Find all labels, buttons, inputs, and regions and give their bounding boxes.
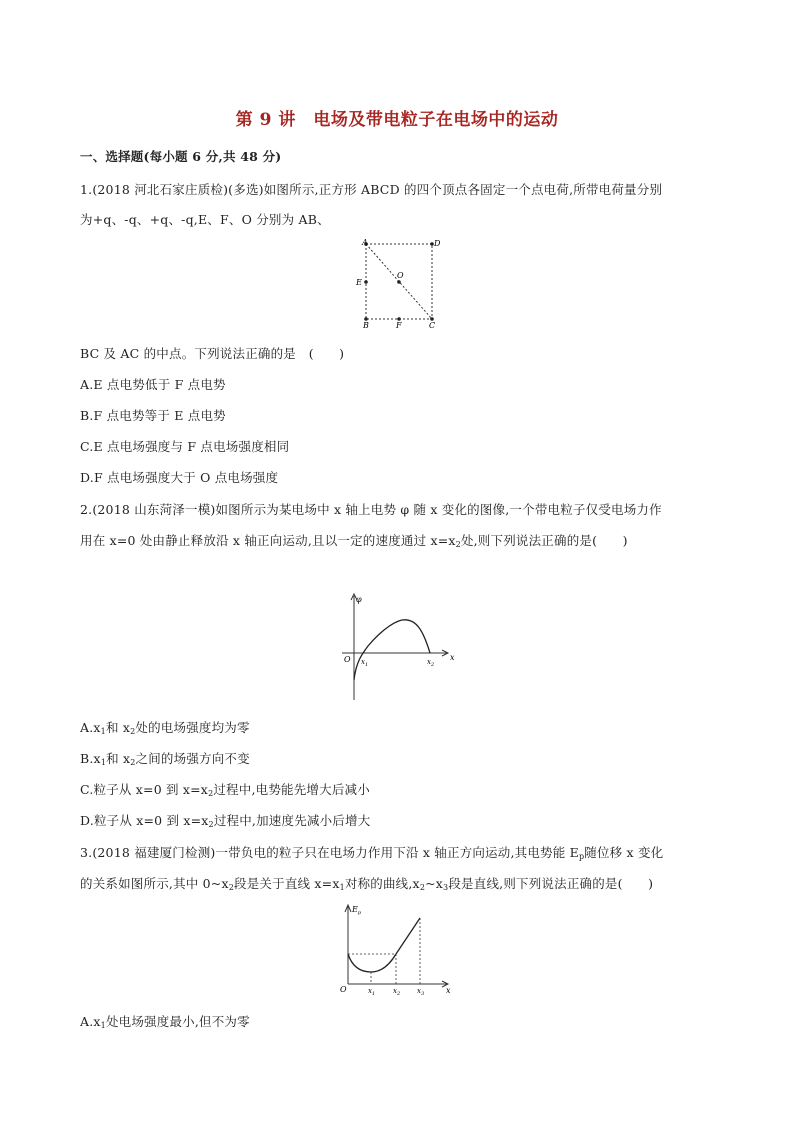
q1-label-F: F (396, 321, 402, 330)
q1-option-d: D.F 点电场强度大于 O 点电场强度 (80, 470, 279, 485)
q2-option-c: C.粒子从 x=0 到 $x=x_2$过程中,电势能先增大后减小 (80, 782, 370, 798)
q1-option-c: C.E 点电场强度与 F 点电场强度相同 (80, 439, 290, 454)
q1-label-A: A (362, 238, 368, 247)
q1-stem-line1: 1.(2018 河北石家庄质检)(多选)如图所示,正方形 ABCD 的四个顶点各固定一个点电荷,所带电荷量分别 (80, 182, 663, 197)
q3-x1-label: $x_1$ (368, 987, 376, 996)
section-heading: 一、选择题(每小题 6 分,共 48 分) (80, 149, 282, 164)
q1-square-figure (350, 236, 450, 332)
q2-option-d: D.粒子从 x=0 到 $x=x_2$过程中,加速度先减小后增大 (80, 813, 371, 829)
q3-axis-x: x (446, 986, 451, 995)
q1-label-B: B (363, 321, 369, 330)
q1-label-O: O (397, 271, 404, 280)
q3-origin-label: O (340, 985, 347, 994)
q2-option-b: $B.x_1$和 $x_2$之间的场强方向不变 (80, 751, 250, 767)
q1-label-D: D (434, 239, 441, 248)
q3-stem-line2: 的关系如图所示,其中 $0\sim x_2$段是关于直线 $x=x_1$对称的曲线$,x_2\sim x_3$段是直线,则下列说法正确的是( ) (80, 876, 654, 892)
q1-stem-line2: 为+q、-q、+q、-q,E、F、O 分别为 AB、 (80, 212, 330, 227)
q3-option-a: $A.x_1$处电场强度最小,但不为零 (80, 1014, 250, 1030)
q2-potential-graph (336, 590, 466, 702)
q2-stem-line1: 2.(2018 山东菏泽一模)如图所示为某电场中 x 轴上电势 φ 随 x 变化的图像,一个带电粒子仅受电场力作 (80, 502, 662, 517)
q1-label-C: C (429, 321, 436, 330)
q1-label-E: E (356, 278, 362, 287)
q2-stem-line2: 用在 x=0 处由静止释放沿 x 轴正向运动,且以一定的速度通过 $x=x_2$处,则下列说法正确的是( ) (80, 533, 628, 549)
q2-x2-label: $x_2$ (427, 658, 435, 668)
q2-option-a: $A.x_1$和 $x_2$处的电场强度均为零 (80, 720, 250, 736)
q2-origin-label: O (344, 655, 351, 664)
q2-axis-phi: φ (356, 595, 362, 604)
q2-x1-label: $x_1$ (361, 658, 369, 668)
q3-axis-ep: $E_p$ (352, 905, 362, 916)
page-title: 第 9 讲 电场及带电粒子在电场中的运动 (235, 110, 559, 130)
q3-energy-graph (336, 900, 460, 996)
q1-option-b: B.F 点电势等于 E 点电势 (80, 408, 226, 423)
q1-stem-line3: BC 及 AC 的中点。下列说法正确的是 ( ) (80, 346, 345, 361)
q3-x2-label: $x_2$ (393, 987, 401, 996)
q3-x3-label: $x_3$ (417, 987, 425, 996)
q3-stem-line1: 3.(2018 福建厦门检测)一带负电的粒子只在电场力作用下沿 x 轴正方向运动,其电势能 $E_p$随位移 x 变化 (80, 845, 664, 861)
q1-option-a: A.E 点电势低于 F 点电势 (80, 377, 226, 392)
q2-axis-x: x (450, 653, 455, 662)
